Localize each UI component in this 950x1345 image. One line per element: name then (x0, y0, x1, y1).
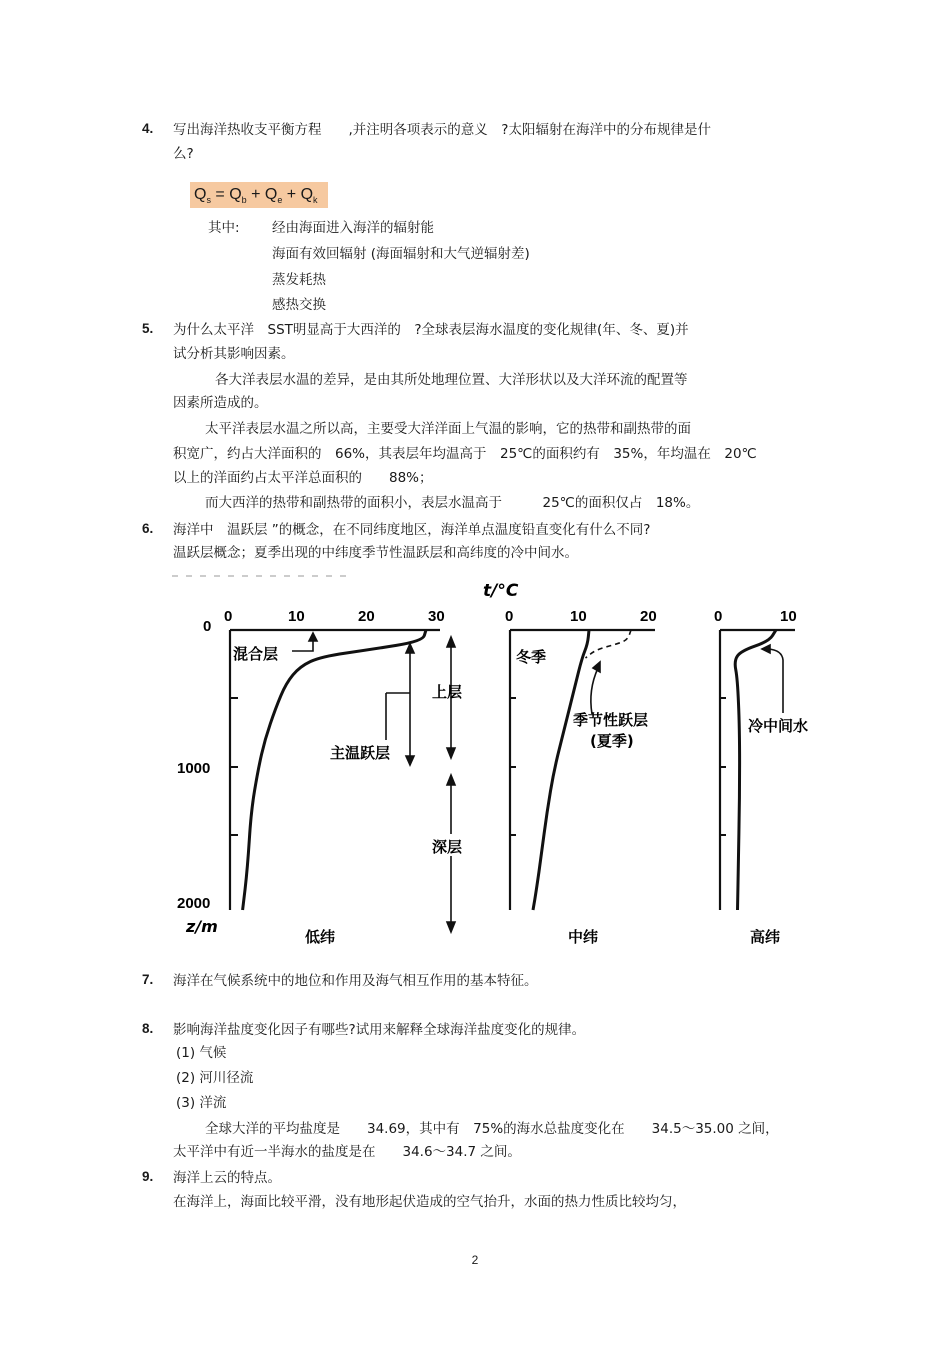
panel-name-mid-lat: 中纬 (568, 928, 599, 946)
cold-water-pointer (768, 649, 783, 713)
q5-number: 5. (142, 321, 154, 336)
x-tick-label: 10 (570, 608, 587, 625)
formula-qs-sub: s (206, 195, 211, 206)
label-seasonal-thermocline: 季节性跃层 (573, 711, 649, 729)
x-tick-label: 20 (640, 608, 657, 625)
q7-number: 7. (142, 972, 154, 987)
q5-answer-p3-line1: 而大西洋的热带和副热带的面积小，表层水温高于 25℃的面积仅占 18%。 (205, 495, 700, 511)
thermocline-bracket (386, 644, 414, 765)
arrowhead (593, 662, 600, 672)
label-summer: (夏季) (590, 732, 634, 750)
q8-answer-line1: 全球大洋的平均盐度是 34.69，其中有 75%的海水总盐度变化在 34.5～35.00 之间， (205, 1121, 779, 1137)
formula-qe-sub: e (277, 195, 283, 206)
x-tick-label: 0 (714, 608, 723, 625)
panel-name-high-lat: 高纬 (750, 928, 781, 946)
q5-answer-p2-line1: 太平洋表层水温之所以高，主要受大洋洋面上气温的影响，它的热带和副热带的面 (205, 421, 691, 437)
seasonal-pointer (591, 668, 598, 714)
q4-number: 4. (142, 121, 154, 136)
label-deep-layer: 深层 (432, 838, 463, 856)
y-axis-title: z/m (186, 917, 218, 936)
q5-answer-p2-line2: 积宽广，约占大洋面积的 66%，其表层年均温高于 25℃的面积约有 35%，年均温在 20℃ (173, 446, 757, 462)
q8-item: (2) 河川径流 (176, 1070, 254, 1086)
mixed-layer-arrow (292, 633, 317, 651)
page-number: 2 (471, 1253, 479, 1267)
panel-axes (230, 630, 795, 910)
x-tick-label: 20 (358, 608, 375, 625)
x-tick-label: 0 (505, 608, 514, 625)
arrowhead (447, 637, 455, 647)
q8-number: 8. (142, 1021, 154, 1036)
profile-line-mid-lat-winter (533, 630, 589, 910)
x-axis-title: t/°C (483, 581, 519, 601)
x-tick-label: 30 (428, 608, 445, 625)
q4-item: 经由海面进入海洋的辐射能 (272, 220, 434, 236)
q7-text-line1: 海洋在气候系统中的地位和作用及海气相互作用的基本特征。 (173, 973, 538, 989)
q6-text-line2: 温跃层概念；夏季出现的中纬度季节性温跃层和高纬度的冷中间水。 (173, 545, 578, 561)
formula-qk: Q (300, 186, 314, 203)
q8-text-line1: 影响海洋盐度变化因子有哪些?试用来解释全球海洋盐度变化的规律。 (173, 1022, 586, 1038)
label-winter: 冬季 (516, 648, 547, 666)
y-tick-label: 2000 (177, 895, 211, 912)
formula-qe: Q (264, 186, 278, 203)
q8-answer-line2: 太平洋中有近一半海水的盐度是在 34.6～34.7 之间。 (173, 1144, 521, 1160)
arrowhead (447, 922, 455, 932)
x-tick-label: 0 (224, 608, 233, 625)
arrowhead (406, 756, 414, 765)
heat-balance-formula: $Q_s = Q_b + Q_e + Q_k$ (190, 182, 328, 208)
q6-number: 6. (142, 521, 154, 536)
q9-text-line1: 海洋上云的特点。 (173, 1170, 281, 1186)
q8-item: (3) 洋流 (176, 1095, 227, 1111)
formula-qb: Q (229, 186, 242, 203)
q4-item: 蒸发耗热 (272, 272, 326, 288)
q6-text-line1: 海洋中 温跃层 ”的概念，在不同纬度地区，海洋单点温度铅直变化有什么不同? (173, 522, 651, 538)
q9-text-line2: 在海洋上，海面比较平滑，没有地形起伏造成的空气抬升，水面的热力性质比较均匀， (173, 1194, 686, 1210)
label-main-thermocline: 主温跃层 (330, 744, 391, 762)
cold-water-arrow (762, 645, 783, 713)
q4-where-label: 其中: (208, 220, 240, 236)
label-cold-intermediate-water: 冷中间水 (748, 717, 809, 735)
q5-text-line1: 为什么太平洋 SST明显高于大西洋的 ?全球表层海水温度的变化规律(年、冬、夏)并 (173, 322, 689, 338)
panel-name-low-lat: 低纬 (305, 928, 336, 946)
arrowhead (762, 645, 770, 653)
mid-lat-axes (510, 630, 655, 910)
q4-item: 海面有效回辐射 (海面辐射和大气逆辐射差) (272, 246, 530, 262)
q4-text-line2: 么? (173, 146, 194, 162)
y-ticks (230, 698, 726, 835)
q5-answer-p1-line2: 因素所造成的。 (173, 395, 268, 411)
arrowhead (406, 644, 414, 653)
profile-line-low-lat (243, 630, 426, 910)
seasonal-arrow (591, 662, 600, 714)
profile-line-mid-lat-summer (586, 630, 632, 658)
q5-answer-p2-line3: 以上的洋面约占太平洋总面积的 88%； (173, 470, 433, 486)
low-lat-axes (230, 630, 440, 910)
y-tick-label: 1000 (177, 760, 211, 777)
q4-item: 感热交换 (272, 297, 326, 313)
q4-text-line1: 写出海洋热收支平衡方程 ,并注明各项表示的意义 ?太阳辐射在海洋中的分布规律是什 (173, 122, 711, 138)
profile-line-high-lat (735, 630, 776, 910)
formula-qs: Q (194, 186, 207, 203)
formula-qk-sub: k (313, 195, 318, 206)
q8-item: (1) 气候 (176, 1045, 227, 1061)
arrowhead (447, 748, 455, 758)
y-tick-label: 0 (203, 618, 212, 635)
q5-text-line2: 试分析其影响因素。 (173, 346, 295, 362)
label-upper-layer: 上层 (432, 683, 463, 701)
x-tick-label: 10 (780, 608, 797, 625)
arrowhead (447, 775, 455, 785)
arrowhead (309, 633, 317, 641)
label-mixed-layer: 混合层 (233, 645, 279, 663)
q5-answer-p1-line1: 各大洋表层水温的差异，是由其所处地理位置、大洋形状以及大洋环流的配置等 (215, 372, 688, 388)
q9-number: 9. (142, 1169, 154, 1184)
formula-qb-sub: b (241, 195, 247, 206)
x-tick-label: 10 (288, 608, 305, 625)
